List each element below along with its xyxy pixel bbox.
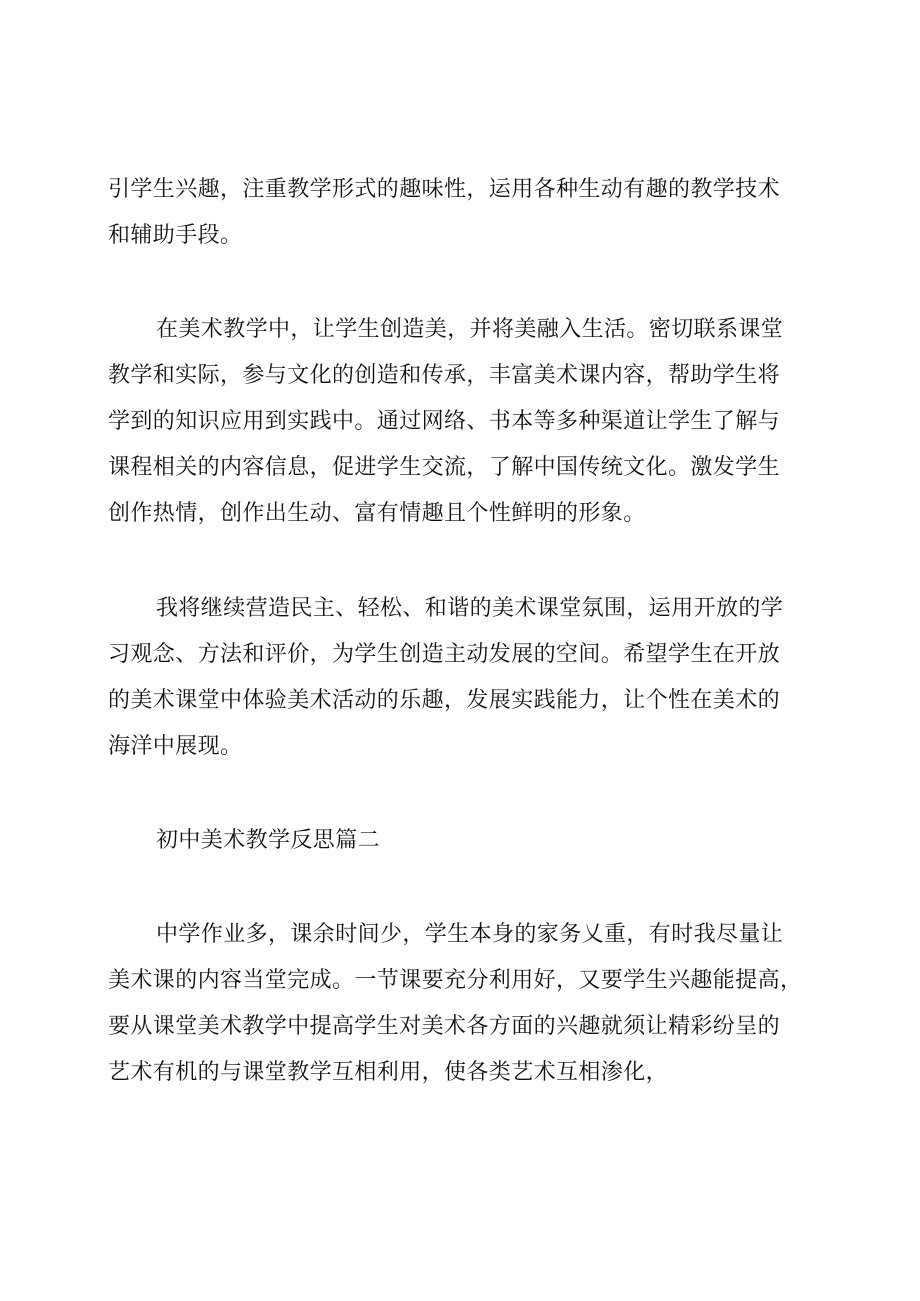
paragraph-2-line-2: 教学和实际，参与文化的创造和传承，丰富美术课内容，帮助学生将 <box>108 363 781 388</box>
section-heading: 初中美术教学反思篇二 <box>156 828 381 853</box>
paragraph-2-line-4: 课程相关的内容信息，促进学生交流，了解中国传统文化。激发学生 <box>108 455 781 480</box>
paragraph-3-line-2: 习观念、方法和评价，为学生创造主动发展的空间。希望学生在开放 <box>108 642 781 667</box>
paragraph-4-line-4: 艺术有机的与课堂教学互相利用，使各类艺术互相渗化， <box>108 1060 669 1085</box>
paragraph-2-line-1: 在美术教学中，让学生创造美，并将美融入生活。密切联系课堂 <box>156 317 784 342</box>
paragraph-4-line-1: 中学作业多，课余时间少，学生本身的家务乂重，有时我尽量让 <box>156 922 784 947</box>
paragraph-1-line-2: 和辅助手段。 <box>108 223 243 248</box>
paragraph-4-line-3: 要从课堂美术教学中提高学生对美术各方面的兴趣就须让精彩纷呈的 <box>108 1014 781 1039</box>
paragraph-3-line-1: 我将继续营造民主、轻松、和谐的美术课堂氛围，运用开放的学 <box>156 596 784 621</box>
paragraph-3-line-4: 海洋中展现。 <box>108 734 243 759</box>
paragraph-2-line-3: 学到的知识应用到实践中。通过网络、书本等多种渠道让学生了解与 <box>108 409 781 434</box>
paragraph-4-line-2: 美术课的内容当堂完成。一节课要充分利用好，又要学生兴趣能提高， <box>108 968 803 993</box>
paragraph-3-line-3: 的美术课堂中体验美术活动的乐趣，发展实践能力，让个性在美术的 <box>108 688 781 713</box>
paragraph-1-line-1: 引学生兴趣，注重教学形式的趣味性，运用各种生动有趣的教学技术 <box>108 177 781 202</box>
paragraph-2-line-5: 创作热情，创作出生动、富有情趣且个性鲜明的形象。 <box>108 501 646 526</box>
